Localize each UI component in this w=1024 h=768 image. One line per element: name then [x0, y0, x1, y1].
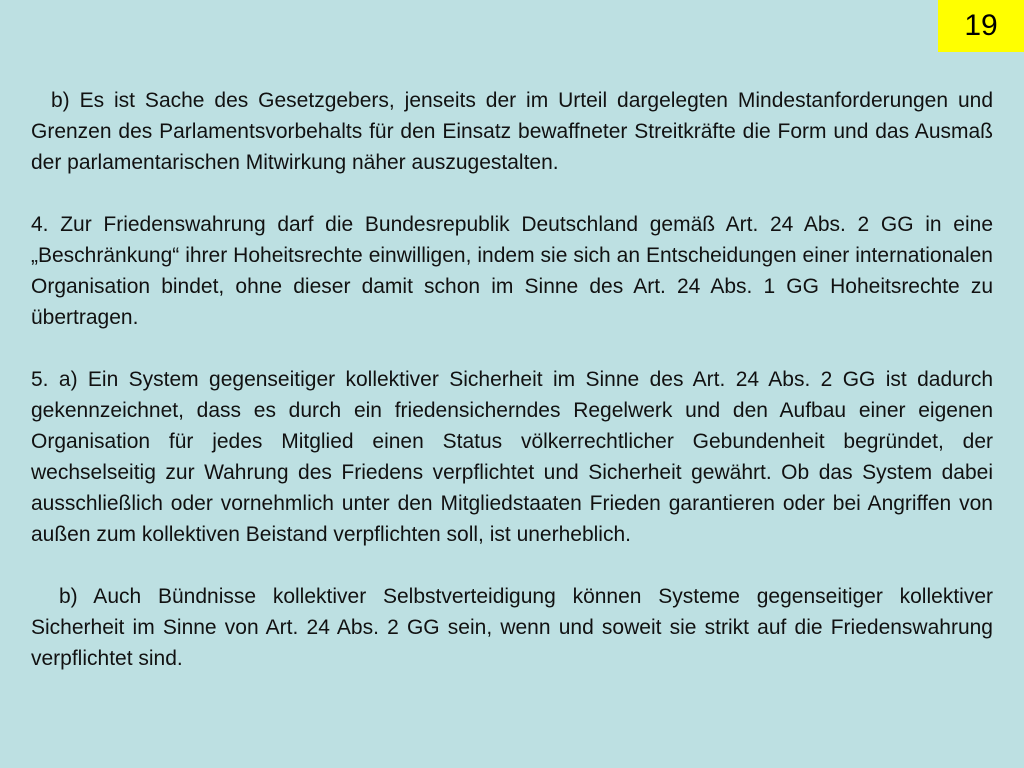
page-number-badge: 19	[938, 0, 1024, 52]
paragraph-4: 4. Zur Friedenswahrung darf die Bundesrepublik Deutschland gemäß Art. 24 Abs. 2 GG in eine „Beschränkung“ ihrer Hoheitsrechte einwilligen, indem sie sich an Entscheidungen einer internationalen Organisation bindet, ohne dieser damit schon im Sinne des Art. 24 Abs. 1 GG Hoheitsrechte zu übertragen.	[31, 213, 993, 329]
slide-body	[31, 85, 993, 674]
paragraph-3b: b) Es ist Sache des Gesetzgebers, jenseits der im Urteil dargelegten Mindestanforderungen und Grenzen des Parlamentsvorbehalts für den Einsatz bewaffneter Streitkräfte die Form und das Ausmaß der parlamentarischen Mitwirkung näher auszugestalten.	[31, 89, 993, 174]
paragraph-5a: 5. a) Ein System gegenseitiger kollektiver Sicherheit im Sinne des Art. 24 Abs. 2 GG ist dadurch gekennzeichnet, dass es durch ein friedensicherndes Regelwerk und den Aufbau einer eigenen Organisation für jedes Mitglied einen Status völkerrechtlicher Gebundenheit begründet, der wechselseitig zur Wahrung des Friedens verpflichtet und Sicherheit gewährt. Ob das System dabei ausschließlich oder vornehmlich unter den Mitgliedstaaten Frieden garantieren oder bei Angriffen von außen zum kollektiven Beistand verpflichten soll, ist unerheblich.	[31, 368, 993, 546]
paragraph-5b: b) Auch Bündnisse kollektiver Selbstverteidigung können Systeme gegenseitiger kollektiver Sicherheit im Sinne von Art. 24 Abs. 2 GG sein, wenn und soweit sie strikt auf die Friedenswahrung verpflichtet sind.	[31, 585, 993, 670]
